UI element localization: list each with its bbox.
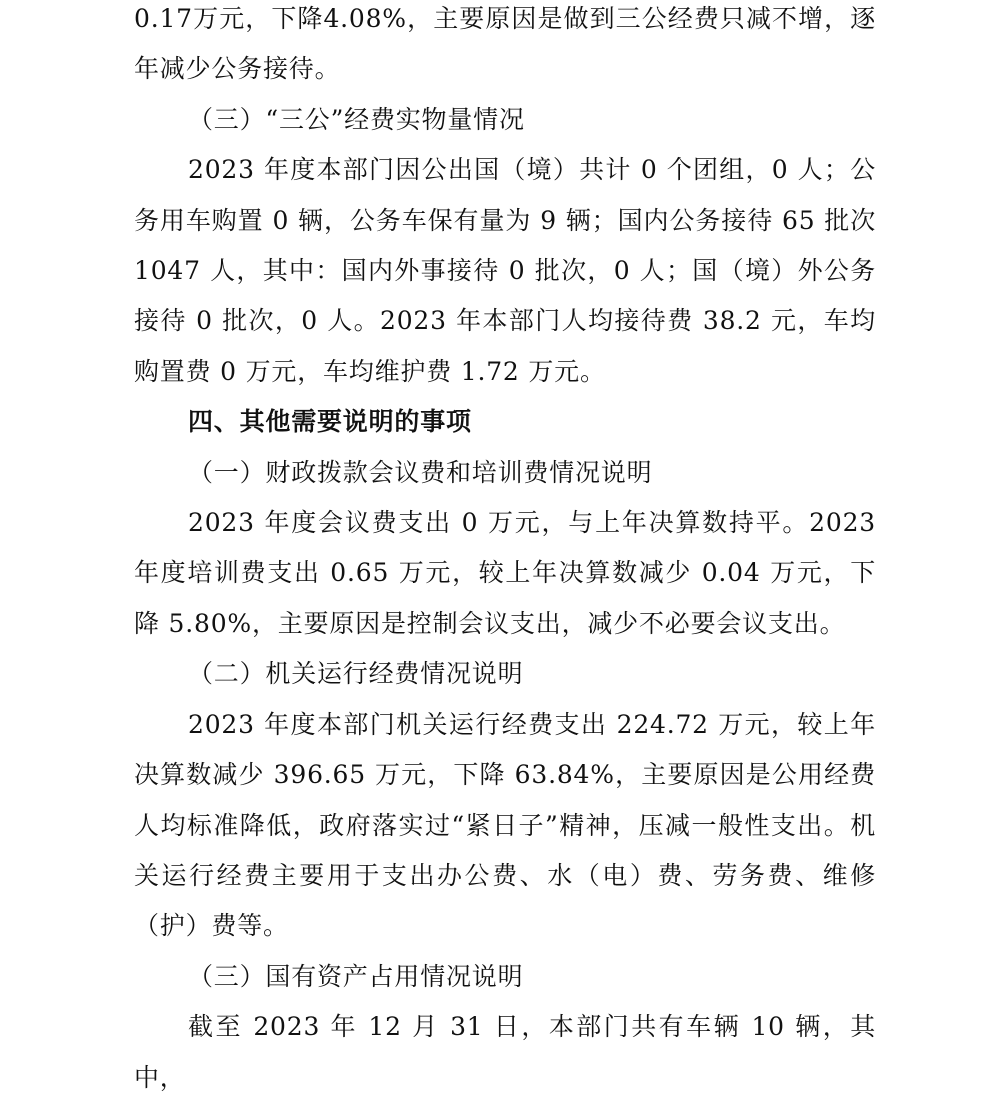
body-paragraph-meeting-training-fees: 2023 年度会议费支出 0 万元，与上年决算数持平。2023 年度培训费支出 0.65 万元，较上年决算数减少 0.04 万元，下降 5.80%，主要原因是控制会议支出，减少不必要会议支出。: [134, 508, 876, 638]
subheading-operating-expenses: （二）机关运行经费情况说明: [188, 659, 524, 689]
body-paragraph-continuation: 0.17万元，下降4.08%，主要原因是做到三公经费只减不增，逐年减少公务接待。: [134, 4, 876, 84]
body-paragraph-state-assets: 截至 2023 年 12 月 31 日，本部门共有车辆 10 辆，其中，: [134, 1012, 876, 1092]
subheading-meeting-training-fees: （一）财政拨款会议费和培训费情况说明: [188, 457, 653, 487]
section-heading-other-matters: 四、其他需要说明的事项: [188, 407, 472, 437]
body-paragraph-expenses-quantity: 2023 年度本部门因公出国（境）共计 0 个团组，0 人；公务用车购置 0 辆，公务车保有量为 9 辆；国内公务接待 65 批次 1047 人，其中：国内外事接待 0 批次，0 人；国（境）外公务接待 0 批次，0 人。2023 年本部门人均接待费 38.2 元，车均购置费 0 万元，车均维护费 1.72 万元。: [134, 155, 876, 386]
subheading-state-assets: （三）国有资产占用情况说明: [188, 961, 524, 991]
subheading-three-public-expenses-quantity: （三）“三公”经费实物量情况: [188, 104, 525, 134]
document-body: [134, 0, 876, 1103]
body-paragraph-operating-expenses: 2023 年度本部门机关运行经费支出 224.72 万元，较上年决算数减少 396.65 万元，下降 63.84%，主要原因是公用经费人均标准降低，政府落实过“紧日子”精神，压减一般性支出。机关运行经费主要用于支出办公费、水（电）费、劳务费、维修（护）费等。: [134, 709, 876, 941]
